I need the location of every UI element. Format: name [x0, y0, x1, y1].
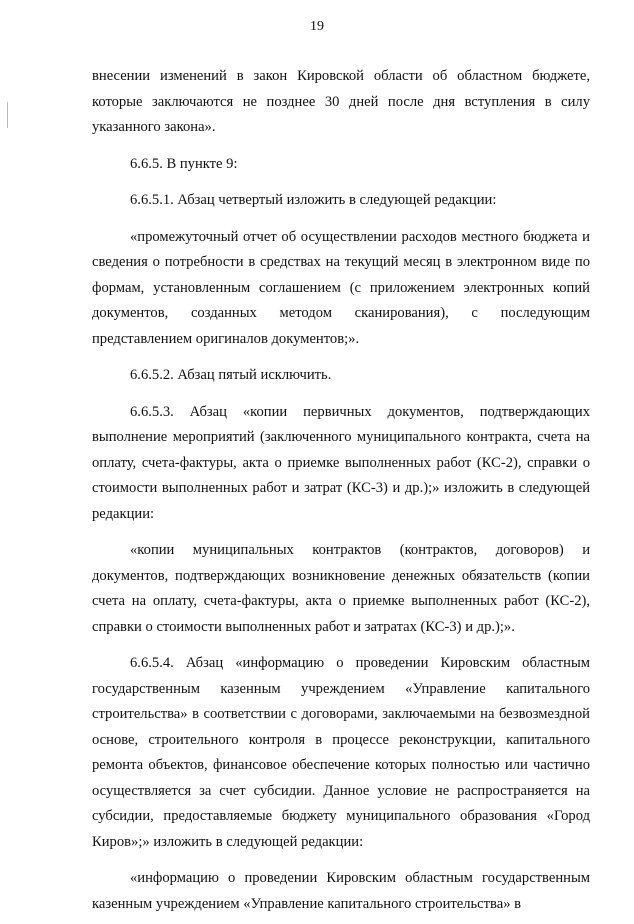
scan-edge-mark: [7, 102, 8, 128]
page-number: 19: [310, 19, 324, 34]
paragraph-quote-contract-copies: «копии муниципальных контрактов (контрактов, договоров) и документов, подтверждающих возникновение денежных обязательств (копии счета на оплату, счета-фактуры, акта о приемке выполненных работ (КС-2), справки о стоимости выполненных работ и затратах (КС-3) и др.);».: [92, 542, 590, 635]
paragraph-continuation: внесении изменений в закон Кировской области об областном бюджете, которые заключаются не позднее 30 дней после дня вступления в силу указанного закона».: [92, 68, 590, 135]
paragraph-quote-construction-control: «информацию о проведении Кировским областным государственным казенным учреждением «Управление капитального строительства» в: [92, 870, 590, 912]
paragraph-6-6-5-2: 6.6.5.2. Абзац пятый исключить.: [130, 367, 332, 383]
document-body: [92, 64, 590, 924]
paragraph-6-6-5-3: 6.6.5.3. Абзац «копии первичных документов, подтверждающих выполнение мероприятий (заключенного муниципального контракта, счета на оплату, счета-фактуры, акта о приемке выполненных работ (КС-2), справки о стоимости выполненных работ и затрат (КС-3) и др.);» изложить в следующей редакции:: [92, 403, 590, 522]
paragraph-6-6-5-1: 6.6.5.1. Абзац четвертый изложить в следующей редакции:: [130, 192, 497, 208]
paragraph-quote-interim-report: «промежуточный отчет об осуществлении расходов местного бюджета и сведения о потребности в средствах на текущий месяц в электронном виде по формам, установленным соглашением (с приложением электронных копий документов, созданных методом сканирования), с последующим представлением оригиналов документов;».: [92, 228, 590, 347]
paragraph-6-6-5-4: 6.6.5.4. Абзац «информацию о проведении Кировским областным государственным казенным учреждением «Управление капитального строительства» в соответствии с договорами, заключаемыми на безвозмездной основе, строительного контроля в процессе реконструкции, капитального ремонта объектов, финансовое обеспечение которых полностью или частично осуществляется за счет субсидии. Данное условие не распространяется на субсидии, предоставляемые бюджету муниципального образования «Город Киров»;» изложить в следующей редакции:: [92, 655, 590, 850]
paragraph-6-6-5: 6.6.5. В пункте 9:: [130, 155, 238, 172]
